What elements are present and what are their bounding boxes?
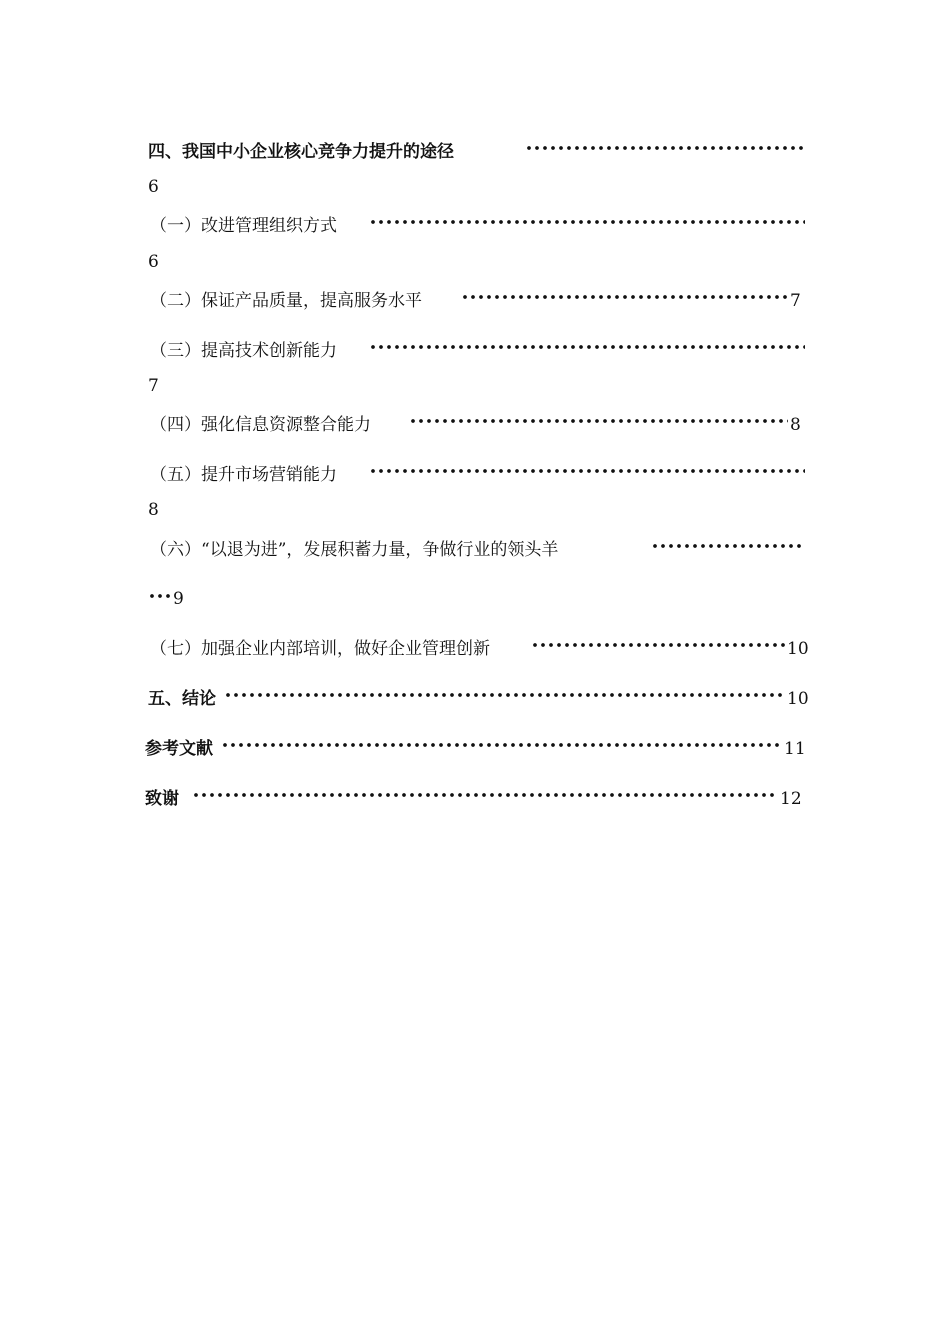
toc-entry-page: 12 [780, 789, 802, 809]
toc-entry-page: 10 [787, 639, 809, 659]
toc-entry-title: 四、我国中小企业核心竞争力提升的途径 [148, 142, 454, 162]
toc-leader-dots [409, 419, 788, 423]
toc-entry-page: 6 [148, 252, 159, 272]
toc-leader-dots [531, 643, 785, 647]
toc-leader-dots [221, 743, 782, 747]
toc-entry-page: 11 [784, 739, 806, 759]
toc-leader-dots [192, 793, 778, 797]
toc-entry-title: （四）强化信息资源整合能力 [150, 415, 371, 435]
toc-entry-title: （三）提高技术创新能力 [150, 341, 337, 361]
toc-entry-page: 8 [148, 500, 159, 520]
toc-leader-dots [651, 544, 805, 548]
toc-entry-title: 致谢 [145, 789, 179, 809]
toc-entry-title: （六）“以退为进”，发展积蓄力量，争做行业的领头羊 [150, 540, 559, 560]
toc-entry-page: 7 [790, 291, 801, 311]
toc-entry-page: 10 [787, 689, 809, 709]
toc-entry-page: 6 [148, 177, 159, 197]
toc-entry-page: 9 [173, 589, 184, 609]
toc-entry-title: （二）保证产品质量，提高服务水平 [150, 291, 422, 311]
toc-leader-dots [148, 594, 172, 598]
toc-entry-title: 参考文献 [145, 739, 213, 759]
toc-entry-title: （五）提升市场营销能力 [150, 465, 337, 485]
toc-leader-dots [224, 693, 785, 697]
toc-leader-dots [461, 295, 788, 299]
toc-leader-dots [369, 469, 805, 473]
toc-entry-title: 五、结论 [148, 689, 216, 709]
toc-leader-dots [369, 345, 805, 349]
toc-leader-dots [525, 146, 805, 150]
toc-entry-title: （七）加强企业内部培训，做好企业管理创新 [150, 639, 490, 659]
toc-entry-title: （一）改进管理组织方式 [150, 216, 337, 236]
toc-entry-page: 7 [148, 376, 159, 396]
toc-entry-page: 8 [790, 415, 801, 435]
toc-leader-dots [369, 220, 805, 224]
